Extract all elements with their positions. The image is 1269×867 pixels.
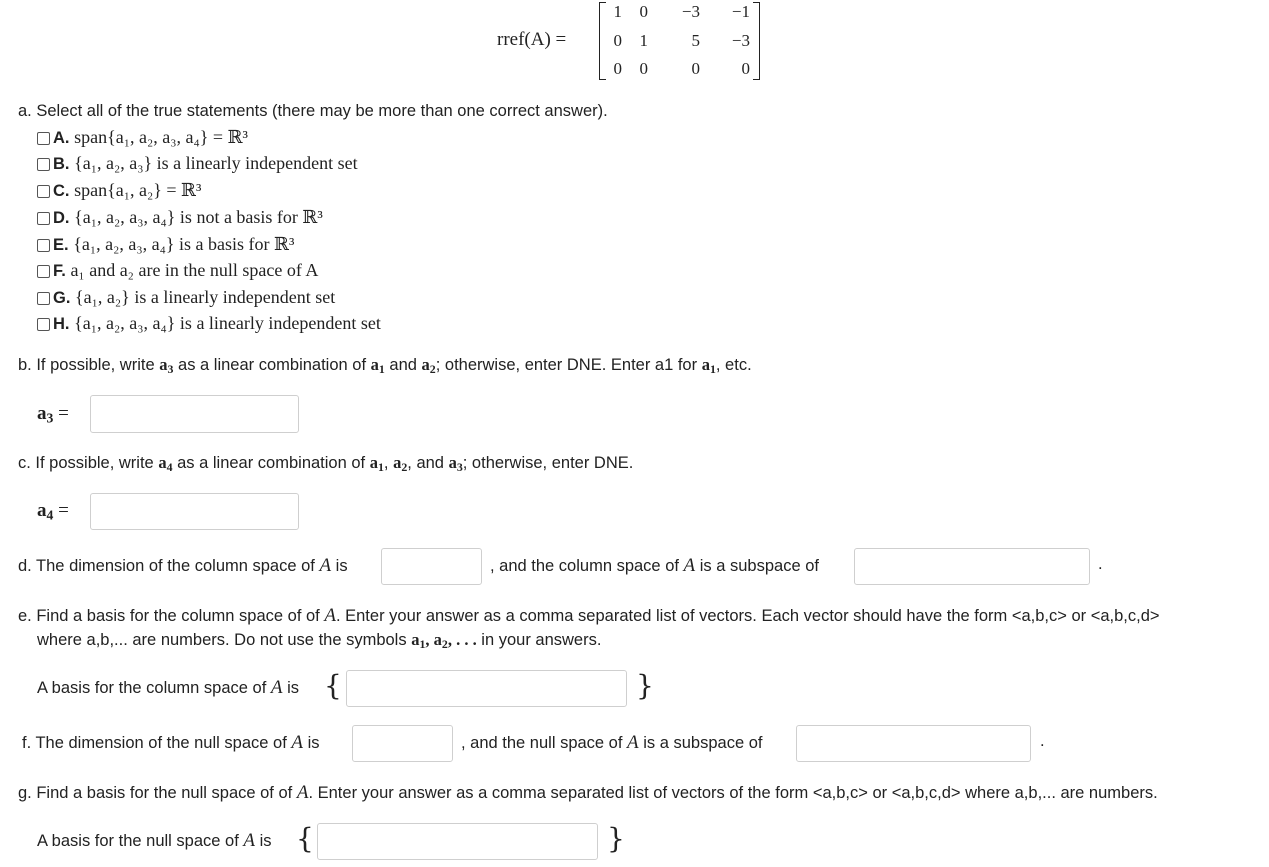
option-f[interactable] — [37, 260, 318, 281]
null-basis-label: A basis for the null space of A is — [37, 830, 272, 851]
option-e[interactable] — [37, 234, 294, 255]
a3-label: $a_3$ = — [37, 403, 69, 426]
checkbox[interactable] — [37, 292, 50, 305]
checkbox[interactable] — [37, 239, 50, 252]
rref-label: rref(A) = — [497, 29, 567, 50]
left-brace: { — [296, 822, 314, 855]
matrix-cell: 0 — [639, 2, 648, 21]
column-space-dimension-input[interactable] — [381, 548, 482, 585]
matrix-cell: 1 — [639, 31, 648, 50]
option-letter: G. — [53, 289, 71, 307]
part-f-prompt-left: f. The dimension of the null space of A is — [22, 732, 320, 753]
option-text: span{a₁, a₂} = ℝ³ — [74, 180, 202, 200]
option-text: {a₁, a₂} is a linearly independent set — [75, 287, 336, 307]
part-c-prompt: c. If possible, write $a_4$ as a linear combination of $a_1$, $a_2$, and $a_3$; otherwise, enter DNE. — [18, 453, 634, 474]
option-letter: E. — [53, 236, 69, 254]
part-b-prompt: b. If possible, write $a_3$ as a linear combination of $a_1$ and $a_2$; otherwise, enter DNE. Enter a1 for $a_1$, etc. — [18, 355, 752, 376]
option-text: span{a₁, a₂, a₃, a₄} = ℝ³ — [74, 127, 248, 147]
option-b[interactable] — [37, 153, 358, 174]
option-text: {a₁, a₂, a₃, a₄} is a basis for ℝ³ — [73, 234, 295, 254]
option-letter: F. — [53, 262, 66, 280]
matrix-cell: 0 — [613, 59, 622, 78]
null-space-dimension-input[interactable] — [352, 725, 453, 762]
checkbox[interactable] — [37, 212, 50, 225]
part-d-prompt-left: d. The dimension of the column space of A is — [18, 555, 348, 576]
column-basis-label: A basis for the column space of A is — [37, 677, 300, 698]
checkbox[interactable] — [37, 185, 50, 198]
matrix-cell: 0 — [639, 59, 648, 78]
option-letter: H. — [53, 315, 70, 333]
column-space-subspace-input[interactable] — [854, 548, 1090, 585]
part-e-prompt-line1: e. Find a basis for the column space of of A. Enter your answer as a comma separated list of vectors. Each vector should have the form <a,b,c> or <a,b,c,d> — [18, 605, 1160, 626]
part-d-prompt-right: , and the column space of A is a subspace of — [490, 555, 819, 576]
checkbox[interactable] — [37, 265, 50, 278]
matrix-cell: 0 — [741, 59, 750, 78]
option-text: a₁ and a₂ are in the null space of A — [70, 260, 319, 280]
column-space-basis-input[interactable] — [346, 670, 627, 707]
option-a[interactable] — [37, 127, 248, 148]
matrix-cell: 0 — [613, 31, 622, 50]
option-letter: C. — [53, 182, 70, 200]
right-brace: } — [636, 669, 654, 702]
matrix-right-bracket — [753, 2, 760, 80]
option-letter: B. — [53, 155, 70, 173]
part-a-prompt: a. Select all of the true statements (there may be more than one correct answer). — [18, 102, 608, 120]
matrix-cell: 1 — [613, 2, 622, 21]
part-d-period: . — [1098, 555, 1103, 573]
option-text: {a₁, a₂, a₃} is a linearly independent set — [74, 153, 358, 173]
option-text: {a₁, a₂, a₃, a₄} is a linearly independent set — [74, 313, 381, 333]
a4-label: $a_4$ = — [37, 500, 69, 523]
null-space-subspace-input[interactable] — [796, 725, 1031, 762]
option-h[interactable] — [37, 313, 381, 334]
option-g[interactable] — [37, 287, 335, 308]
left-brace: { — [324, 669, 342, 702]
null-space-basis-input[interactable] — [317, 823, 598, 860]
option-c[interactable] — [37, 180, 201, 201]
option-text: {a₁, a₂, a₃, a₄} is not a basis for ℝ³ — [74, 207, 323, 227]
option-letter: A. — [53, 129, 70, 147]
matrix-cell: 0 — [691, 59, 700, 78]
option-d[interactable] — [37, 207, 323, 228]
part-f-period: . — [1040, 732, 1045, 750]
checkbox[interactable] — [37, 132, 50, 145]
matrix-cell: 5 — [691, 31, 700, 50]
matrix-cell: −3 — [731, 31, 750, 50]
option-letter: D. — [53, 209, 70, 227]
a3-answer-input[interactable] — [90, 395, 299, 433]
matrix-cell: −1 — [731, 2, 750, 21]
part-f-prompt-right: , and the null space of A is a subspace of — [461, 732, 763, 753]
part-e-prompt-line2: where a,b,... are numbers. Do not use the symbols $a_1$, $a_2$, . . . in your answers. — [37, 630, 602, 651]
a4-answer-input[interactable] — [90, 493, 299, 530]
matrix-cell: −3 — [681, 2, 700, 21]
part-g-prompt: g. Find a basis for the null space of of A. Enter your answer as a comma separated list of vectors of the form <a,b,c> or <a,b,c,d> where a,b,... are numbers. — [18, 782, 1158, 803]
checkbox[interactable] — [37, 318, 50, 331]
right-brace: } — [607, 822, 625, 855]
checkbox[interactable] — [37, 158, 50, 171]
